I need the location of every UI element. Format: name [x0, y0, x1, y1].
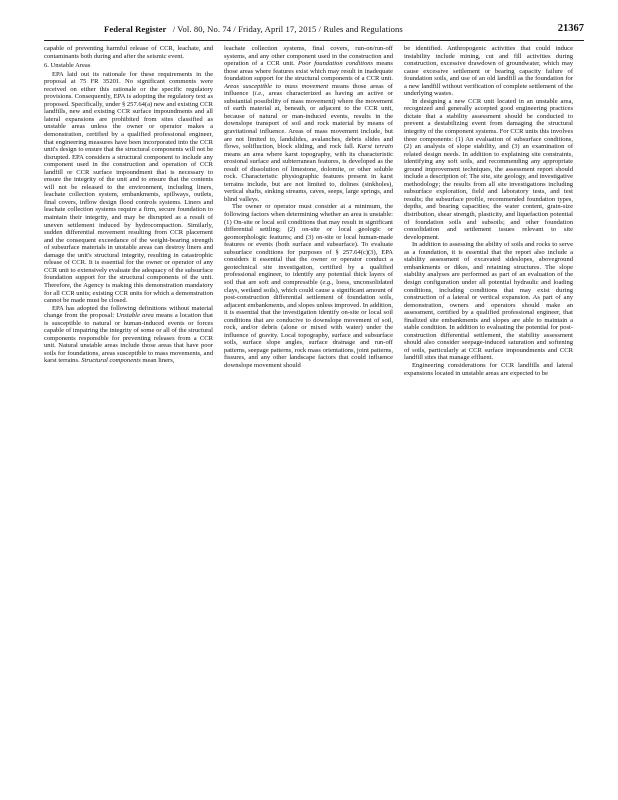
text-run: areas characterized as having an active or substantial possibility of mass movement) where the movement of earth material at, beneath, or adjacent to the CCR unit, because of natural or man-induced events, results in the downslope transport of soil and rock material by means of gravitational influence. Areas of mass movement include, but are not limited to, landslides, avalanches, debris slides and flows, solifluction, block sliding, and rock fall.	[224, 90, 393, 151]
text-column-2	[224, 45, 393, 370]
paragraph	[44, 305, 213, 365]
page-header	[44, 24, 584, 40]
abbreviation: i.e.,	[254, 90, 265, 98]
paragraph: In designing a new CCR unit located in an unstable area, recognized and generally accepted good engineering practices dictate that a stability assessment should be conducted to prevent a destabilizing event from damaging the structural integrity of the component systems. For CCR units this involves three components: (1) An evaluation of subsurface conditions, (2) an analysis of slope stability, and (3) an examination of related design needs. In addition to explaining site constraints, identifying any soft soils, and recommending any appropriate ground improvement techniques, the assessment report should include a description of: The site, site geology, and investigative methodology; the results from all site investigations including subsurface exploration, field and laboratory tests, and test results; the subsurface profile, recommended foundation types, depths, and bearing capacities; the water content, grain-size distribution, shear strength, plasticity, and liquefaction potential of foundation soils and subsoils; and other foundation consolidation and settlement issues relevant to site development.	[404, 97, 573, 241]
paragraph: capable of preventing harmful release of CCR, leachate, and contaminants both during and after the seismic event.	[44, 45, 213, 60]
defined-term: Areas susceptible to mass movement	[224, 82, 329, 90]
defined-term: Structural components	[81, 357, 141, 365]
journal-title: Federal Register	[104, 24, 167, 34]
text-run: EPA has adopted the following definitions without material change from the proposal:	[44, 304, 213, 320]
text-run: means those areas where features exist which may result in inadequate foundation support for the structural components of a CCR unit.	[224, 60, 393, 83]
abbreviation: e.g.,	[322, 278, 334, 286]
header-rule	[44, 40, 584, 41]
text-run: means a location that is susceptible to natural or human-induced events or forces capable of impairing the integrity of some or all of the structural components responsible for preventing releases from a CCR unit. Natural unstable areas include those areas that have poor soils for foundations, areas susceptible to mass movements, and karst terrains.	[44, 312, 213, 365]
text-run: mean liners,	[140, 357, 175, 365]
section-heading: 6. Unstable Areas	[44, 62, 91, 70]
text-run: means an area where karst topography, with its characteristic erosional surface and subterranean features, is developed as the result of dissolution of limestone, dolomite, or other soluble rock. Characteristic physiographic features present in karst terrains include, but are not limited to, dolines (sinkholes), vertical shafts, sinking streams, caves, seeps, large springs, and blind valleys.	[224, 150, 393, 203]
text-run: means those areas of influence (	[224, 82, 393, 98]
text-run: leachate collection systems, final covers, run-on/run-off systems, and any other component used in the construction and operation of a CCR unit.	[224, 45, 393, 68]
defined-term: Poor foundation conditions	[297, 60, 374, 68]
paragraph: In addition to assessing the ability of soils and rocks to serve as a foundation, it is essential that the report also include a stability assessment of excavated sideslopes, aboveground embankments or dikes, and retaining structures. The slope stability analyses are performed as part of an evaluation of the design configuration under all potential hydraulic and loading conditions, including conditions that may exist during construction of a lateral or vertical expansion. As part of any demonstration, owners and operators should make an assessment, certified by a qualified professional engineer, that finalized site embankments and slopes are able to maintain a stable condition. In addition to evaluating the potential for post-construction differential settlement, the stability assessment should also consider seepage-induced saturation and softening of soils, particularly at CCR surface impoundments and CCR landfill sites that manage effluent.	[404, 241, 573, 362]
defined-term: Karst terrain	[357, 143, 393, 151]
paragraph	[224, 203, 393, 369]
paragraph: be identified. Anthropogenic activities that could induce instability include mining, cut and fill activities during construction, excessive drawdown of groundwater, which may cause excessive settlement or bearing capacity failure of foundation soils, and use of an old landfill as the foundation for a new landfill without verification of complete settlement of the underlying wastes.	[404, 45, 573, 98]
page-number: 21367	[557, 23, 584, 34]
text-column-3	[404, 45, 573, 377]
defined-term: Unstable area	[116, 312, 154, 320]
paragraph: Engineering considerations for CCR landfills and lateral expansions located in unstable areas are expected to be	[404, 361, 573, 377]
paragraph: EPA laid out its rationale for these requirements in the proposal at 75 FR 35201. No significant comments were received on either this rationale or the specific regulatory provisions. Consequently, EPA is adopting the regulatory text as proposed. Specifically, under § 257.64(a) new and existing CCR landfills, new and existing CCR surface impoundments and all lateral expansions are prohibited from sites classified as unstable areas unless the owner or operator makes a demonstration, certified by a qualified professional engineer, that engineering measures have been incorporated into the CCR unit's design to ensure that the structural components will not be disrupted. EPA considers a structural component to include any component used in the construction and operation of CCR landfill or CCR surface impoundment that is necessary to ensure the integrity of the unit and to ensure that the contents will not be released to the environment, including liners, leachate collection system, embankments, spillways, outlets, final covers, inflow design flood controls systems. Liners and leachate collection systems require a firm, secure foundation to maintain their integrity, and may be disrupted as a result of uneven settlement induced by hydrocompaction. Similarly, sudden differential movement resulting from CCR placement and the consequent exceedance of the weight-bearing strength of subsurface materials in unstable areas can destroy liners and damage the unit's structural integrity, resulting in catastrophic release of CCR. It is essential for the owner or operator of any CCR unit to extensively evaluate the adequacy of the subsurface foundation support for the structural components of the unit. Therefore, the Agency is making this demonstration mandatory for all CCR units; existing CCR units for which a demonstration cannot be made must be closed.	[44, 70, 213, 305]
text-column-1	[44, 45, 213, 365]
text-run: loess, unconsolidated clays, wetland soils), which could cause a significant amount of post-construction differential settlement of foundation soils, adjacent embankments, and slopes unless improved. In addition, it is essential that the investigation identify on-site or local soil conditions that are conducive to downslope movement of soil, rock, and/or debris (alone or mixed with water) under the influence of gravity. Local topography, surface and subsurface soils, surface slope angles, surface drainage and run-off patterns, seepage patterns, rock mass orientations, joint patterns, fissures, and any other landscape factors that could influence downslope movement should	[224, 278, 393, 369]
paragraph	[224, 45, 393, 203]
text-run: The owner or operator must consider at a minimum, the following factors when determining whether an area is unstable: (1) On-site or local soil conditions that may result in significant differential settling; (2) on-site or local geologic or geomorphologic features; and (3) on-site or local human-made features or events (both surface and subsurface). To evaluate subsurface conditions for purposes of § 257.64(c)(3), EPA considers it essential that the owner or operator conduct a geotechnical site investigation, certified by a qualified professional engineer, to identify any potential thick layers of soil that are soft and compressible (	[224, 203, 393, 286]
running-head	[104, 24, 403, 34]
issue-citation: / Vol. 80, No. 74 / Friday, April 17, 2015 / Rules and Regulations	[172, 24, 403, 34]
